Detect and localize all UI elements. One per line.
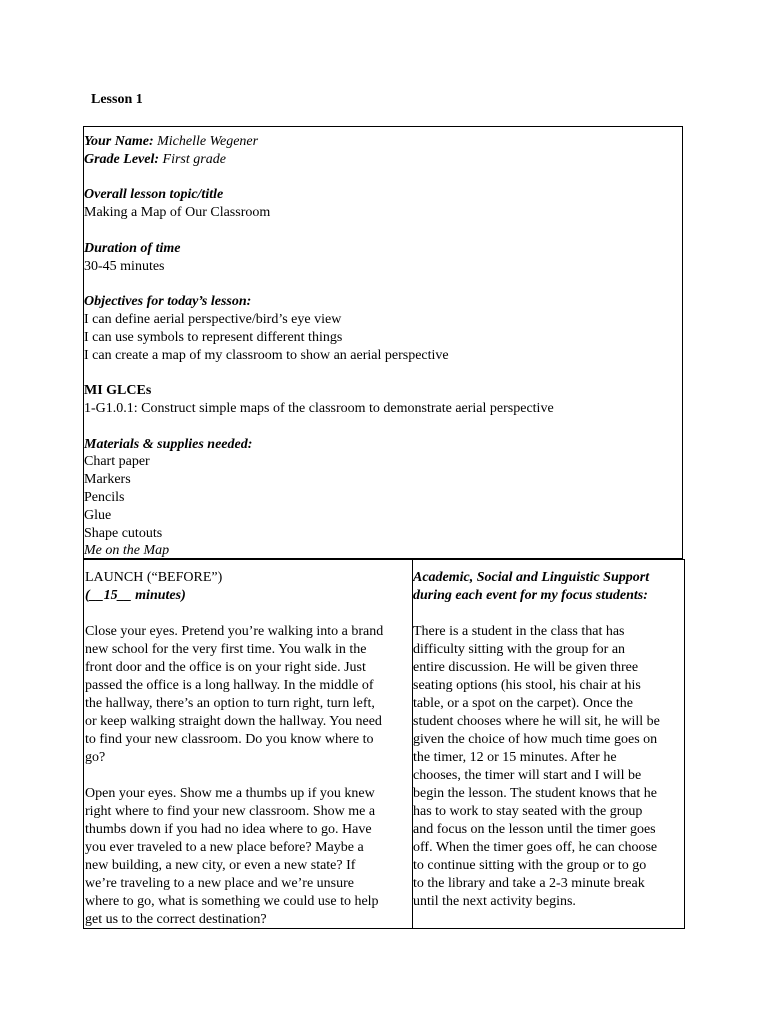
text-line: we’re traveling to a new place and we’re unsure	[85, 876, 354, 891]
text-line: where to go, what is something we could use to help	[85, 894, 379, 909]
text-line: off. When the timer goes off, he can choose	[413, 840, 658, 855]
text-line: begin the lesson. The student knows that he	[413, 786, 657, 801]
text-line: to continue sitting with the group or to go	[413, 858, 647, 873]
topic-label: Overall lesson topic/title	[84, 187, 224, 203]
lesson-overview-content	[84, 133, 682, 560]
launch-support-table	[83, 559, 685, 929]
text-line: new building, a new city, or even a new state? If	[85, 858, 356, 873]
grade-label: Grade Level:	[84, 151, 160, 167]
lesson-heading: Lesson 1	[91, 92, 143, 107]
launch-duration: (__15__ minutes)	[85, 588, 186, 603]
material-item: Shape cutouts	[84, 525, 163, 541]
text-line: student chooses where he will sit, he will be	[413, 714, 660, 729]
objective-item: I can define aerial perspective/bird’s eye view	[84, 311, 342, 327]
material-item: Pencils	[84, 489, 125, 505]
text-line: has to work to stay seated with the group	[413, 804, 643, 819]
name-value: Michelle Wegener	[157, 134, 259, 149]
text-line: the hallway, there’s an option to turn right, turn left,	[85, 696, 375, 711]
text-line: entire discussion. He will be given three	[413, 660, 639, 675]
text-line: or keep walking straight down the hallway. You need	[85, 714, 382, 729]
text-line: new school for the very first time. You walk in the	[85, 642, 367, 657]
text-line: given the choice of how much time goes on	[413, 732, 658, 747]
text-line: and focus on the lesson until the timer goes	[413, 822, 656, 837]
support-paragraph	[413, 623, 683, 911]
duration-value: 30-45 minutes	[84, 258, 165, 274]
text-line: front door and the office is on your right side. Just	[85, 660, 366, 675]
materials-label: Materials & supplies needed:	[84, 436, 253, 452]
launch-paragraph-2	[85, 785, 409, 929]
name-label: Your Name:	[84, 134, 154, 149]
objective-item: I can use symbols to represent different things	[84, 329, 343, 345]
glce-label: MI GLCEs	[84, 383, 152, 399]
grade-value: First grade	[162, 151, 226, 167]
text-line: Open your eyes. Show me a thumbs up if you knew	[85, 786, 375, 801]
text-line: chooses, the timer will start and I will be	[413, 768, 642, 783]
material-item: Markers	[84, 472, 131, 488]
support-title: Academic, Social and Linguistic Support	[413, 570, 650, 585]
text-line: thumbs down if you had no idea where to go. Have	[85, 822, 372, 837]
duration-label: Duration of time	[84, 240, 181, 256]
glce-value: 1-G1.0.1: Construct simple maps of the classroom to demonstrate aerial perspective	[84, 400, 554, 416]
material-item: Glue	[84, 507, 112, 523]
text-line: right where to find your new classroom. Show me a	[85, 804, 376, 819]
lesson-overview-box	[83, 126, 683, 559]
material-item-italic: Me on the Map	[84, 543, 170, 559]
name-line	[84, 133, 682, 151]
text-line: to the library and take a 2-3 minute break	[413, 876, 645, 891]
objectives-label: Objectives for today’s lesson:	[84, 294, 252, 310]
support-subtitle: during each event for my focus students:	[413, 588, 648, 603]
material-item: Chart paper	[84, 454, 150, 470]
support-column	[413, 569, 683, 911]
launch-paragraph-1	[85, 623, 409, 767]
text-line: There is a student in the class that has	[413, 624, 625, 639]
text-line: the timer, 12 or 15 minutes. After he	[413, 750, 617, 765]
text-line: passed the office is a long hallway. In the middle of	[85, 678, 374, 693]
launch-title: LAUNCH (“BEFORE”)	[85, 570, 223, 585]
grade-line	[84, 151, 682, 169]
text-line: you ever traveled to a new place before? Maybe a	[85, 840, 364, 855]
launch-column	[85, 569, 409, 929]
text-line: get us to the correct destination?	[85, 912, 267, 927]
text-line: go?	[85, 750, 106, 765]
text-line: until the next activity begins.	[413, 894, 576, 909]
text-line: table, or a spot on the carpet). Once the	[413, 696, 634, 711]
text-line: difficulty sitting with the group for an	[413, 642, 626, 657]
text-line: Close your eyes. Pretend you’re walking into a brand	[85, 624, 384, 639]
text-line: seating options (his stool, his chair at his	[413, 678, 641, 693]
topic-value: Making a Map of Our Classroom	[84, 205, 271, 221]
objective-item: I can create a map of my classroom to show an aerial perspective	[84, 347, 449, 363]
text-line: to find your new classroom. Do you know where to	[85, 732, 374, 747]
